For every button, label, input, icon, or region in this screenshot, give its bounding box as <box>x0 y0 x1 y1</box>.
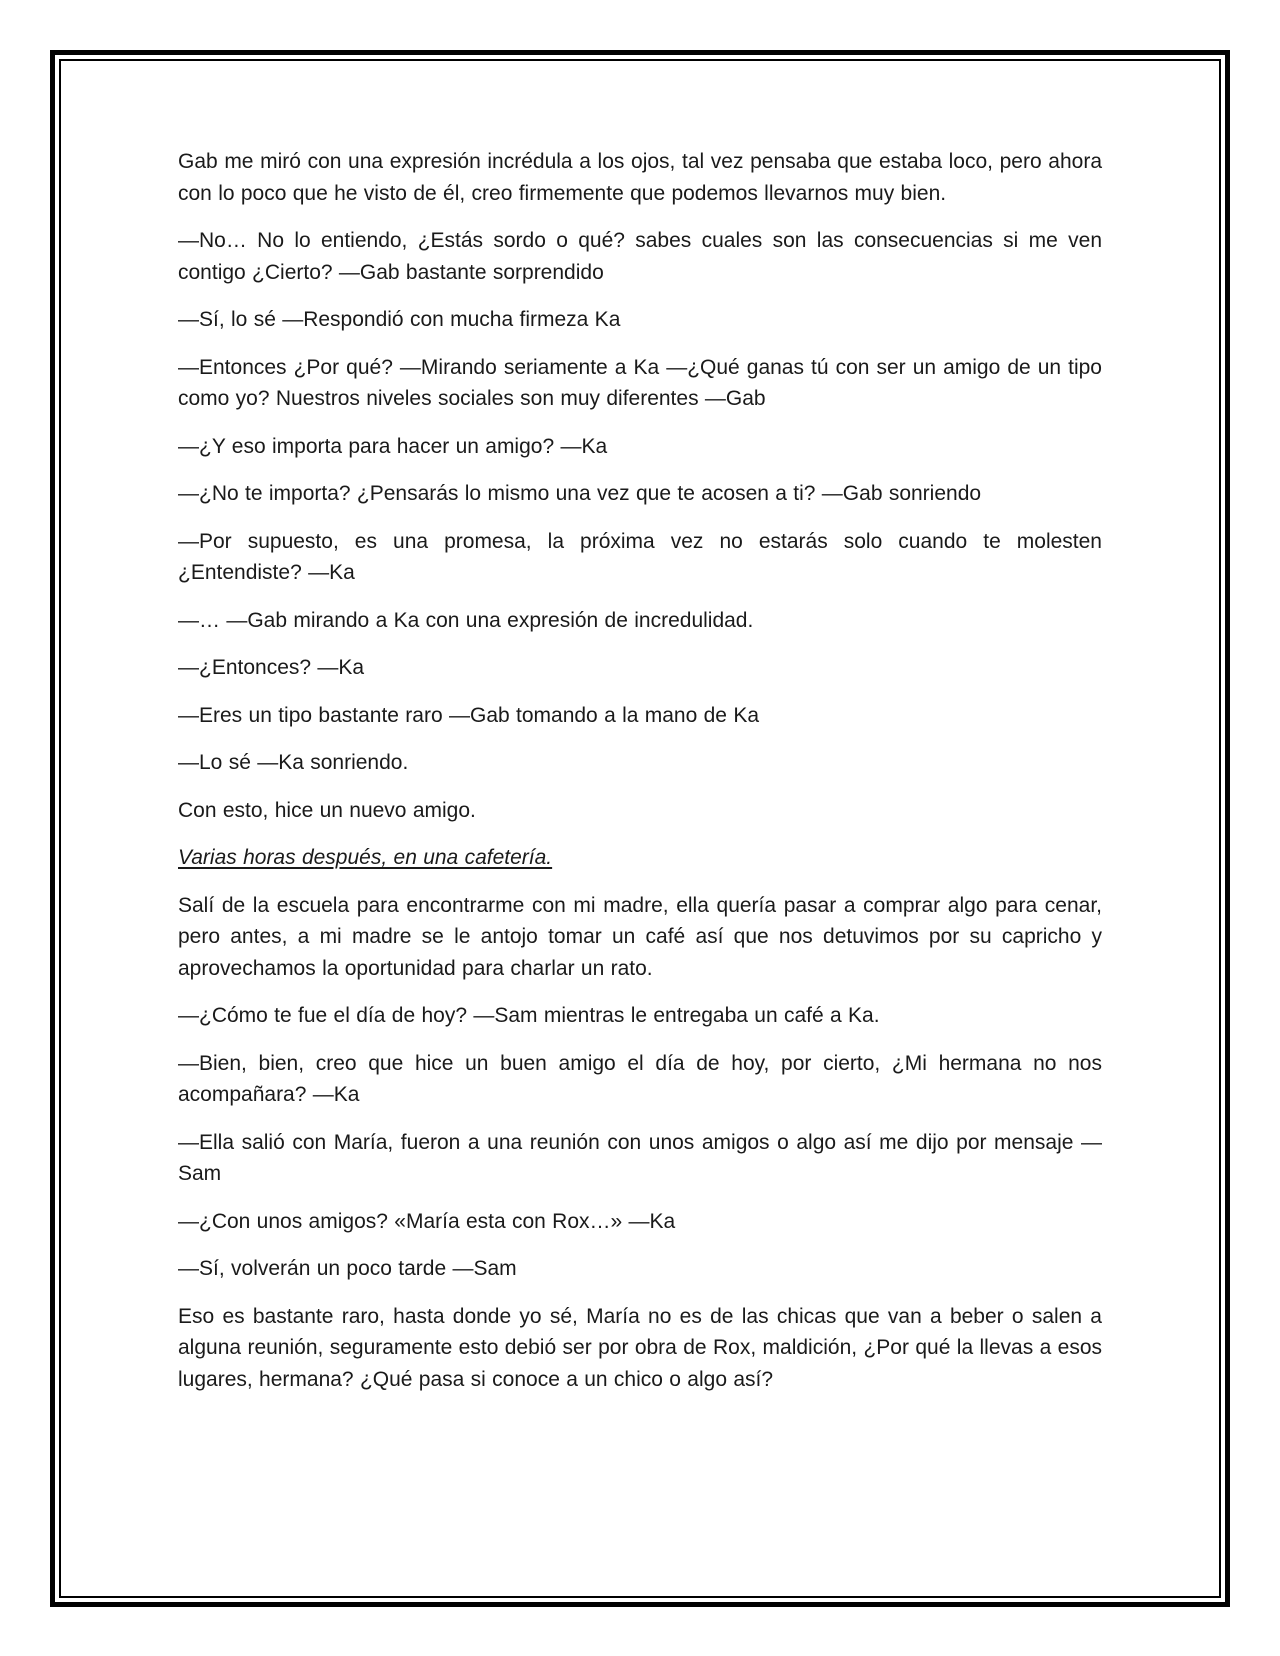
paragraph: Con esto, hice un nuevo amigo. <box>178 798 476 822</box>
paragraph: —¿Y eso importa para hacer un amigo? —Ka <box>178 434 608 458</box>
page-border-inner <box>59 59 1221 1598</box>
paragraph: Gab me miró con una expresión incrédula a los ojos, tal vez pensaba que estaba loco, pero ahora con lo poco que he visto de él, creo firmemente que podemos llevarnos muy bien. <box>178 150 1102 205</box>
paragraph: —¿Entonces? —Ka <box>178 656 365 679</box>
paragraph: Eso es bastante raro, hasta donde yo sé, María no es de las chicas que van a beber o salen a alguna reunión, seguramente esto debió ser por obra de Rox, maldición, ¿Por qué la llevas a esos lugares, hermana? ¿Qué pasa si conoce a un chico o algo así? <box>178 1304 1102 1391</box>
paragraph: —Sí, volverán un poco tarde —Sam <box>178 1257 517 1280</box>
paragraph: —Bien, bien, creo que hice un buen amigo el día de hoy, por cierto, ¿Mi hermana no nos acompañara? —Ka <box>178 1051 1102 1106</box>
document-body <box>61 61 1219 1596</box>
page-border-outer <box>50 50 1230 1607</box>
paragraph: —Lo sé —Ka sonriendo. <box>178 751 409 774</box>
paragraph: —¿No te importa? ¿Pensarás lo mismo una vez que te acosen a ti? —Gab sonriendo <box>178 482 982 505</box>
paragraph: —Entonces ¿Por qué? —Mirando seriamente a Ka —¿Qué ganas tú con ser un amigo de un tipo como yo? Nuestros niveles sociales son muy diferentes —Gab <box>178 355 1102 410</box>
paragraph: —… —Gab mirando a Ka con una expresión de incredulidad. <box>178 608 754 632</box>
scene-heading: Varias horas después, en una cafetería. <box>178 846 553 869</box>
paragraph: —¿Con unos amigos? «María esta con Rox…» —Ka <box>178 1209 676 1233</box>
paragraph: Salí de la escuela para encontrarme con mi madre, ella quería pasar a comprar algo para cenar, pero antes, a mi madre se le antojo tomar un café así que nos detuvimos por su capricho y aprovechamos la oportunidad para charlar un rato. <box>178 893 1102 980</box>
paragraph: —Ella salió con María, fueron a una reunión con unos amigos o algo así me dijo por mensaje —Sam <box>178 1130 1102 1185</box>
paragraph: —¿Cómo te fue el día de hoy? —Sam mientras le entregaba un café a Ka. <box>178 1004 880 1027</box>
paragraph: —No… No lo entiendo, ¿Estás sordo o qué? sabes cuales son las consecuencias si me ven contigo ¿Cierto? —Gab bastante sorprendido <box>178 229 1102 284</box>
paragraph: —Eres un tipo bastante raro —Gab tomando a la mano de Ka <box>178 703 760 727</box>
paragraph: —Sí, lo sé —Respondió con mucha firmeza Ka <box>178 308 621 331</box>
paragraph: —Por supuesto, es una promesa, la próxima vez no estarás solo cuando te molesten ¿Entendiste? —Ka <box>178 529 1102 584</box>
